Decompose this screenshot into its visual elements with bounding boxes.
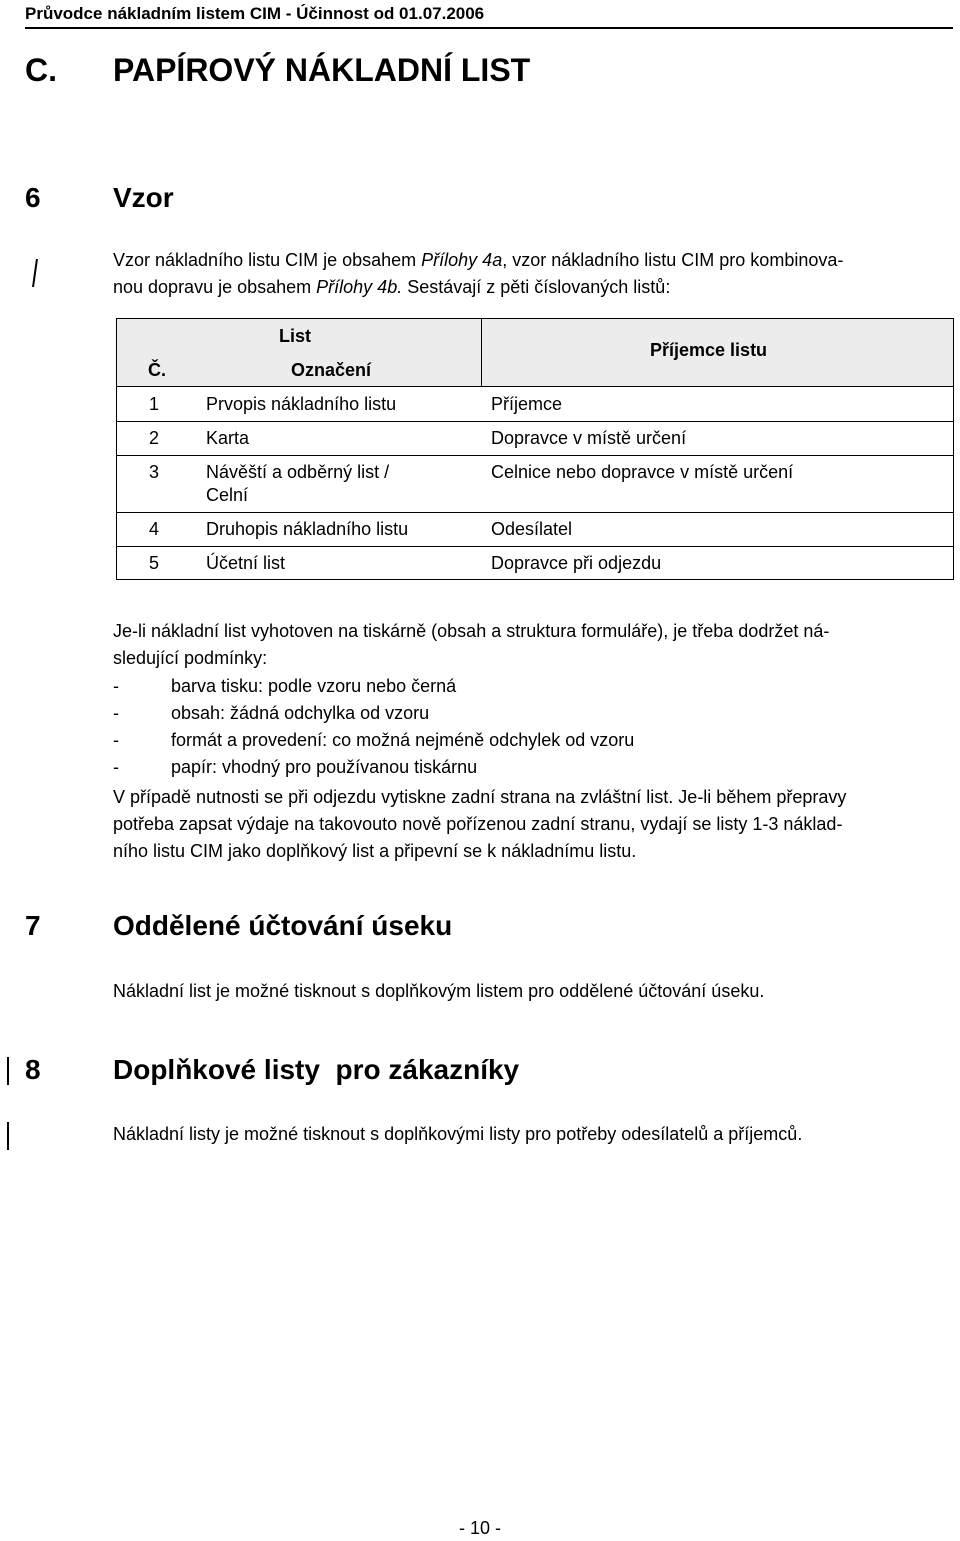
intro-text: Vzor nákladního listu CIM je obsahem bbox=[113, 250, 422, 270]
header-rule bbox=[25, 27, 953, 29]
bullet-dash: - bbox=[113, 730, 119, 750]
table-header-rule bbox=[116, 386, 954, 387]
bullet-item: obsah: žádná odchylka od vzoru bbox=[171, 703, 430, 723]
change-bar bbox=[7, 1122, 9, 1150]
row-1-number: 1 bbox=[149, 394, 160, 414]
printing-conditions-paragraph bbox=[113, 618, 958, 672]
header-designation: Označení bbox=[291, 360, 372, 380]
section-8-text: Nákladní listy je možné tisknout s doplňkovými listy pro potřeby odesílatelů a příjemců. bbox=[113, 1124, 803, 1144]
row-5-number: 5 bbox=[149, 553, 160, 573]
row-rule bbox=[116, 512, 954, 513]
section-7-text: Nákladní list je možné tisknout s doplňkovým listem pro oddělené účtování úseku. bbox=[113, 981, 765, 1001]
bullet-dash: - bbox=[113, 703, 119, 723]
paragraph-line: sledující podmínky: bbox=[113, 648, 268, 668]
bullet-dash: - bbox=[113, 757, 119, 777]
chapter-title: PAPÍROVÝ NÁKLADNÍ LIST bbox=[113, 52, 531, 88]
row-4-designation: Druhopis nákladního listu bbox=[206, 519, 409, 539]
row-5-designation: Účetní list bbox=[206, 553, 286, 573]
row-3-designation-line-1: Návěští a odběrný list / bbox=[206, 462, 390, 482]
intro-text: nou dopravu je obsahem bbox=[113, 277, 317, 297]
chapter-letter: C. bbox=[25, 52, 57, 88]
header-recipient: Příjemce listu bbox=[650, 340, 768, 360]
annex-ref-4b: Přílohy 4b. bbox=[316, 277, 403, 297]
bullet-dash: - bbox=[113, 676, 119, 696]
intro-line-2 bbox=[113, 274, 958, 301]
row-rule bbox=[116, 455, 954, 456]
bullet-item: barva tisku: podle vzoru nebo černá bbox=[171, 676, 457, 696]
table-border-bottom bbox=[116, 579, 954, 580]
row-4-recipient: Odesílatel bbox=[491, 519, 573, 539]
row-4-number: 4 bbox=[149, 519, 160, 539]
section-8-number: 8 bbox=[25, 1054, 41, 1085]
table-header-divider bbox=[481, 318, 482, 386]
section-6-title: Vzor bbox=[113, 182, 174, 213]
paragraph-line: ního listu CIM jako doplňkový list a připevní se k nákladnímu listu. bbox=[113, 841, 637, 861]
bullet-item: papír: vhodný pro používanou tiskárnu bbox=[171, 757, 478, 777]
section-7-number: 7 bbox=[25, 910, 41, 941]
section-7-title: Oddělené účtování úseku bbox=[113, 910, 453, 941]
running-header: Průvodce nákladním listem CIM - Účinnost od 01.07.2006 bbox=[25, 4, 485, 23]
row-rule bbox=[116, 421, 954, 422]
sheet-table bbox=[116, 318, 954, 580]
row-2-designation: Karta bbox=[206, 428, 250, 448]
row-2-number: 2 bbox=[149, 428, 160, 448]
section-8-title: Doplňkové listy pro zákazníky bbox=[113, 1054, 520, 1085]
row-1-recipient: Příjemce bbox=[491, 394, 563, 414]
table-border-left bbox=[116, 318, 117, 580]
table-header-bg bbox=[116, 318, 954, 386]
intro-line-1 bbox=[113, 247, 958, 274]
row-1-designation: Prvopis nákladního listu bbox=[206, 394, 397, 414]
page-number: - 10 - bbox=[458, 1518, 501, 1538]
row-3-recipient: Celnice nebo dopravce v místě určení bbox=[491, 462, 794, 482]
bullet-item: formát a provedení: co možná nejméně odchylek od vzoru bbox=[171, 730, 635, 750]
row-2-recipient: Dopravce v místě určení bbox=[491, 428, 687, 448]
row-5-recipient: Dopravce při odjezdu bbox=[491, 553, 662, 573]
table-border-right bbox=[953, 318, 954, 580]
section-6-intro bbox=[113, 247, 958, 301]
table-border-top bbox=[116, 318, 954, 319]
header-list: List bbox=[279, 326, 312, 346]
change-bar bbox=[32, 259, 38, 287]
row-3-designation-line-2: Celní bbox=[206, 485, 249, 505]
row-rule bbox=[116, 546, 954, 547]
row-3-number: 3 bbox=[149, 462, 160, 482]
intro-text: Sestávají z pěti číslovaných listů: bbox=[402, 277, 671, 297]
back-side-paragraph bbox=[113, 784, 958, 865]
section-6-number: 6 bbox=[25, 182, 41, 213]
paragraph-line: Je-li nákladní list vyhotoven na tiskárně (obsah a struktura formuláře), je třeba dodržet ná- bbox=[113, 621, 830, 641]
annex-ref-4a: Přílohy 4a bbox=[421, 250, 503, 270]
header-number: Č. bbox=[148, 360, 166, 380]
intro-text: , vzor nákladního listu CIM pro kombinova- bbox=[502, 250, 844, 270]
paragraph-line: potřeba zapsat výdaje na takovouto nově pořízenou zadní stranu, vydají se listy 1-3 náklad- bbox=[113, 814, 843, 834]
change-bar bbox=[7, 1057, 9, 1085]
paragraph-line: V případě nutnosti se při odjezdu vytiskne zadní strana na zvláštní list. Je-li během přepravy bbox=[113, 787, 847, 807]
